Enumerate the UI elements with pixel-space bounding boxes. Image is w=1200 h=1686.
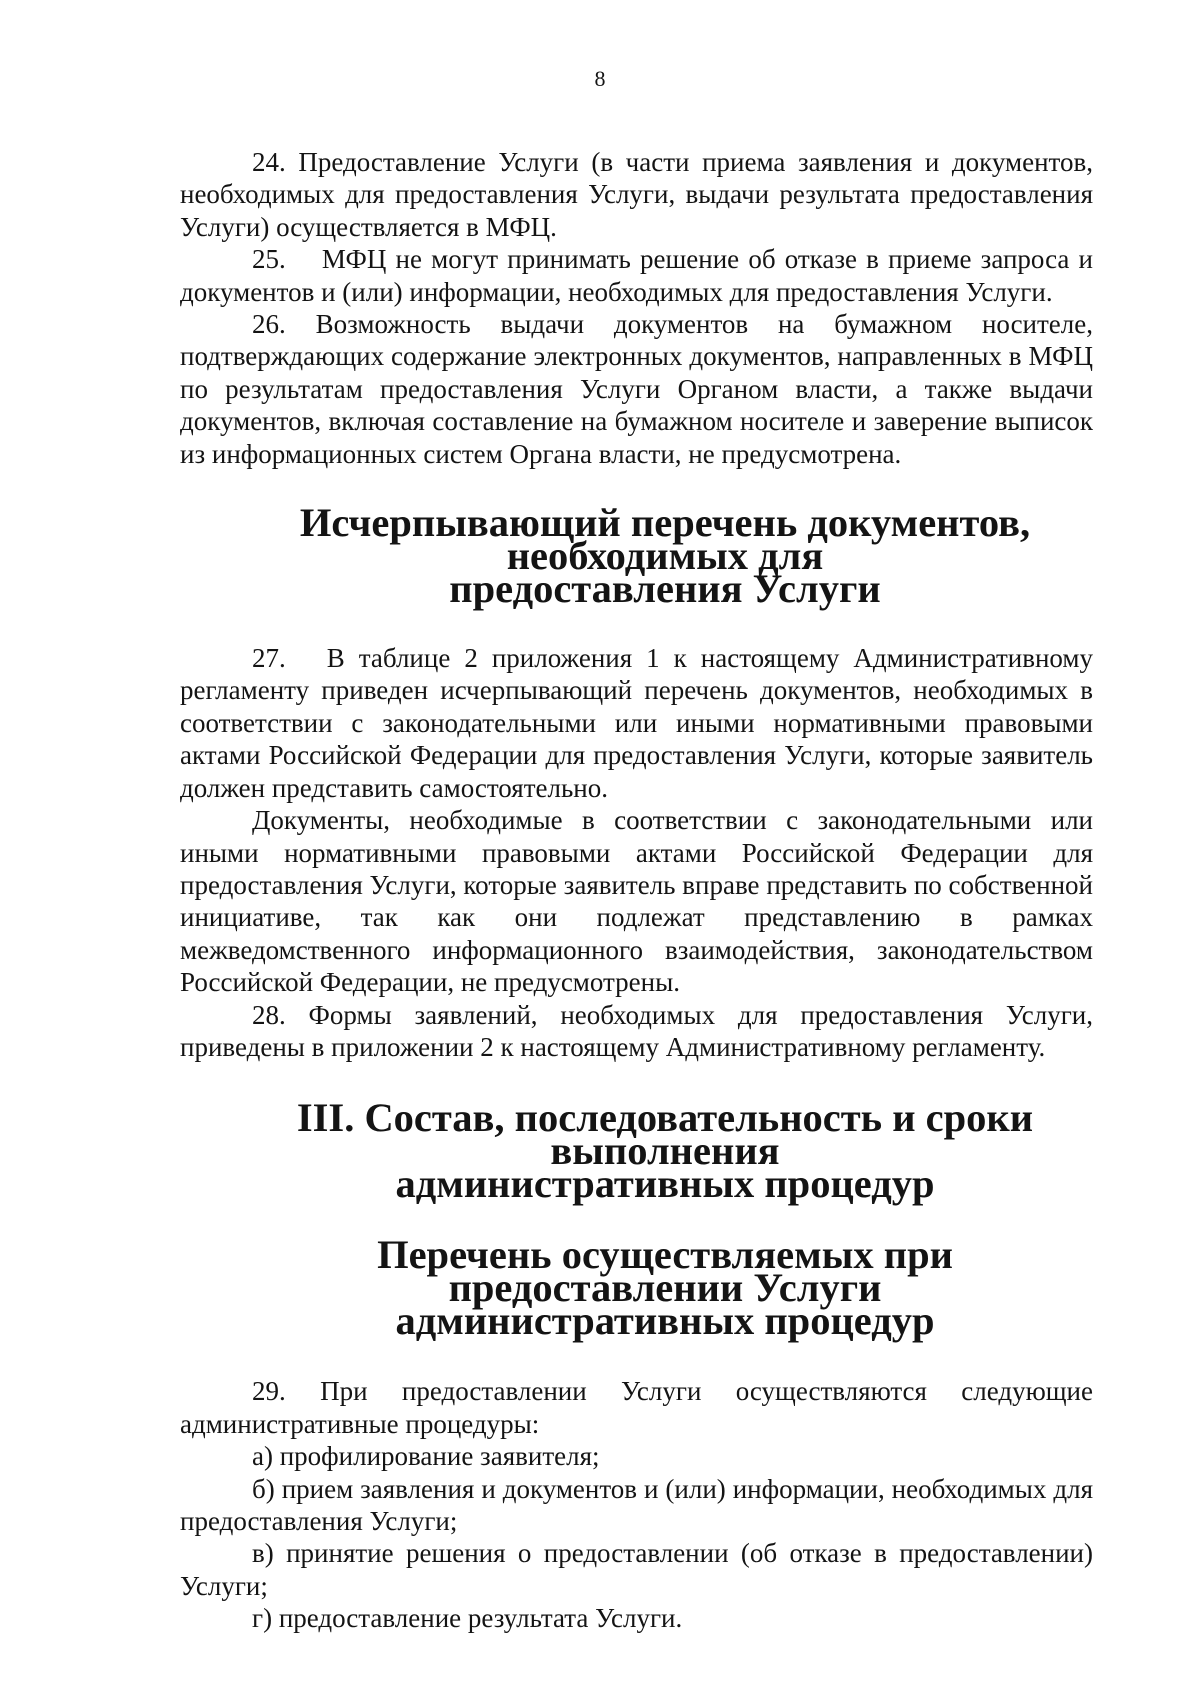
- document-body: [180, 146, 1093, 1635]
- paragraph-28: 28. Формы заявлений, необходимых для предоставления Услуги, приведены в приложении 2 к настоящему Административному регламенту.: [180, 999, 1093, 1062]
- procedure-item-v: в) принятие решения о предоставлении (об отказе в предоставлении) Услуги;: [180, 1538, 1093, 1601]
- paragraph-25: 25. МФЦ не могут принимать решение об отказе в приеме запроса и документов и (или) информации, необходимых для предоставления Услуги.: [180, 244, 1093, 307]
- heading-line: административных процедур: [395, 1161, 935, 1207]
- heading-line: Исчерпывающий перечень документов, необходимых для: [299, 500, 1031, 579]
- heading-line: Перечень осуществляемых при предоставлении Услуги: [377, 1232, 953, 1311]
- procedure-item-a: а) профилирование заявителя;: [252, 1441, 600, 1472]
- section-heading-procedures: [180, 1232, 1093, 1344]
- paragraph-27: 27. В таблице 2 приложения 1 к настоящему Административному регламенту приведен исчерпывающий перечень документов, необходимых в соответствии с законодательными или иными нормативными правовыми актами Российской Федерации для предоставления Услуги, которые заявитель должен представить самостоятельно.: [180, 643, 1093, 803]
- procedure-item-g: г) предоставление результата Услуги.: [252, 1603, 683, 1634]
- paragraph-26: 26. Возможность выдачи документов на бумажном носителе, подтверждающих содержание электронных документов, направленных в МФЦ по результатам предоставления Услуги Органом власти, а также выдачи документов, включая составление на бумажном носителе и заверение выписок из информационных систем Органа власти, не предусмотрена.: [180, 309, 1093, 469]
- page-number: 8: [594, 66, 606, 91]
- procedure-item-b: б) прием заявления и документов и (или) информации, необходимых для предоставления Услуги;: [180, 1473, 1093, 1536]
- section-heading-documents: [180, 500, 1093, 612]
- section-heading-part-3: [180, 1095, 1093, 1207]
- heading-line: III. Состав, последовательность и сроки выполнения: [296, 1095, 1034, 1174]
- heading-line: административных процедур: [395, 1298, 935, 1344]
- paragraph-29: 29. При предоставлении Услуги осуществляются следующие административные процедуры:: [180, 1376, 1093, 1439]
- paragraph-documents-optional: Документы, необходимые в соответствии с законодательными или иными нормативными правовыми актами Российской Федерации для предоставления Услуги, которые заявитель вправе представить по собственной инициативе, так как они подлежат представлению в рамках межведомственного информационного взаимодействия, законодательством Российской Федерации, не предусмотрены.: [180, 805, 1093, 998]
- paragraph-24: 24. Предоставление Услуги (в части приема заявления и документов, необходимых для предоставления Услуги, выдачи результата предоставления Услуги) осуществляется в МФЦ.: [180, 147, 1093, 242]
- heading-line: предоставления Услуги: [449, 566, 881, 612]
